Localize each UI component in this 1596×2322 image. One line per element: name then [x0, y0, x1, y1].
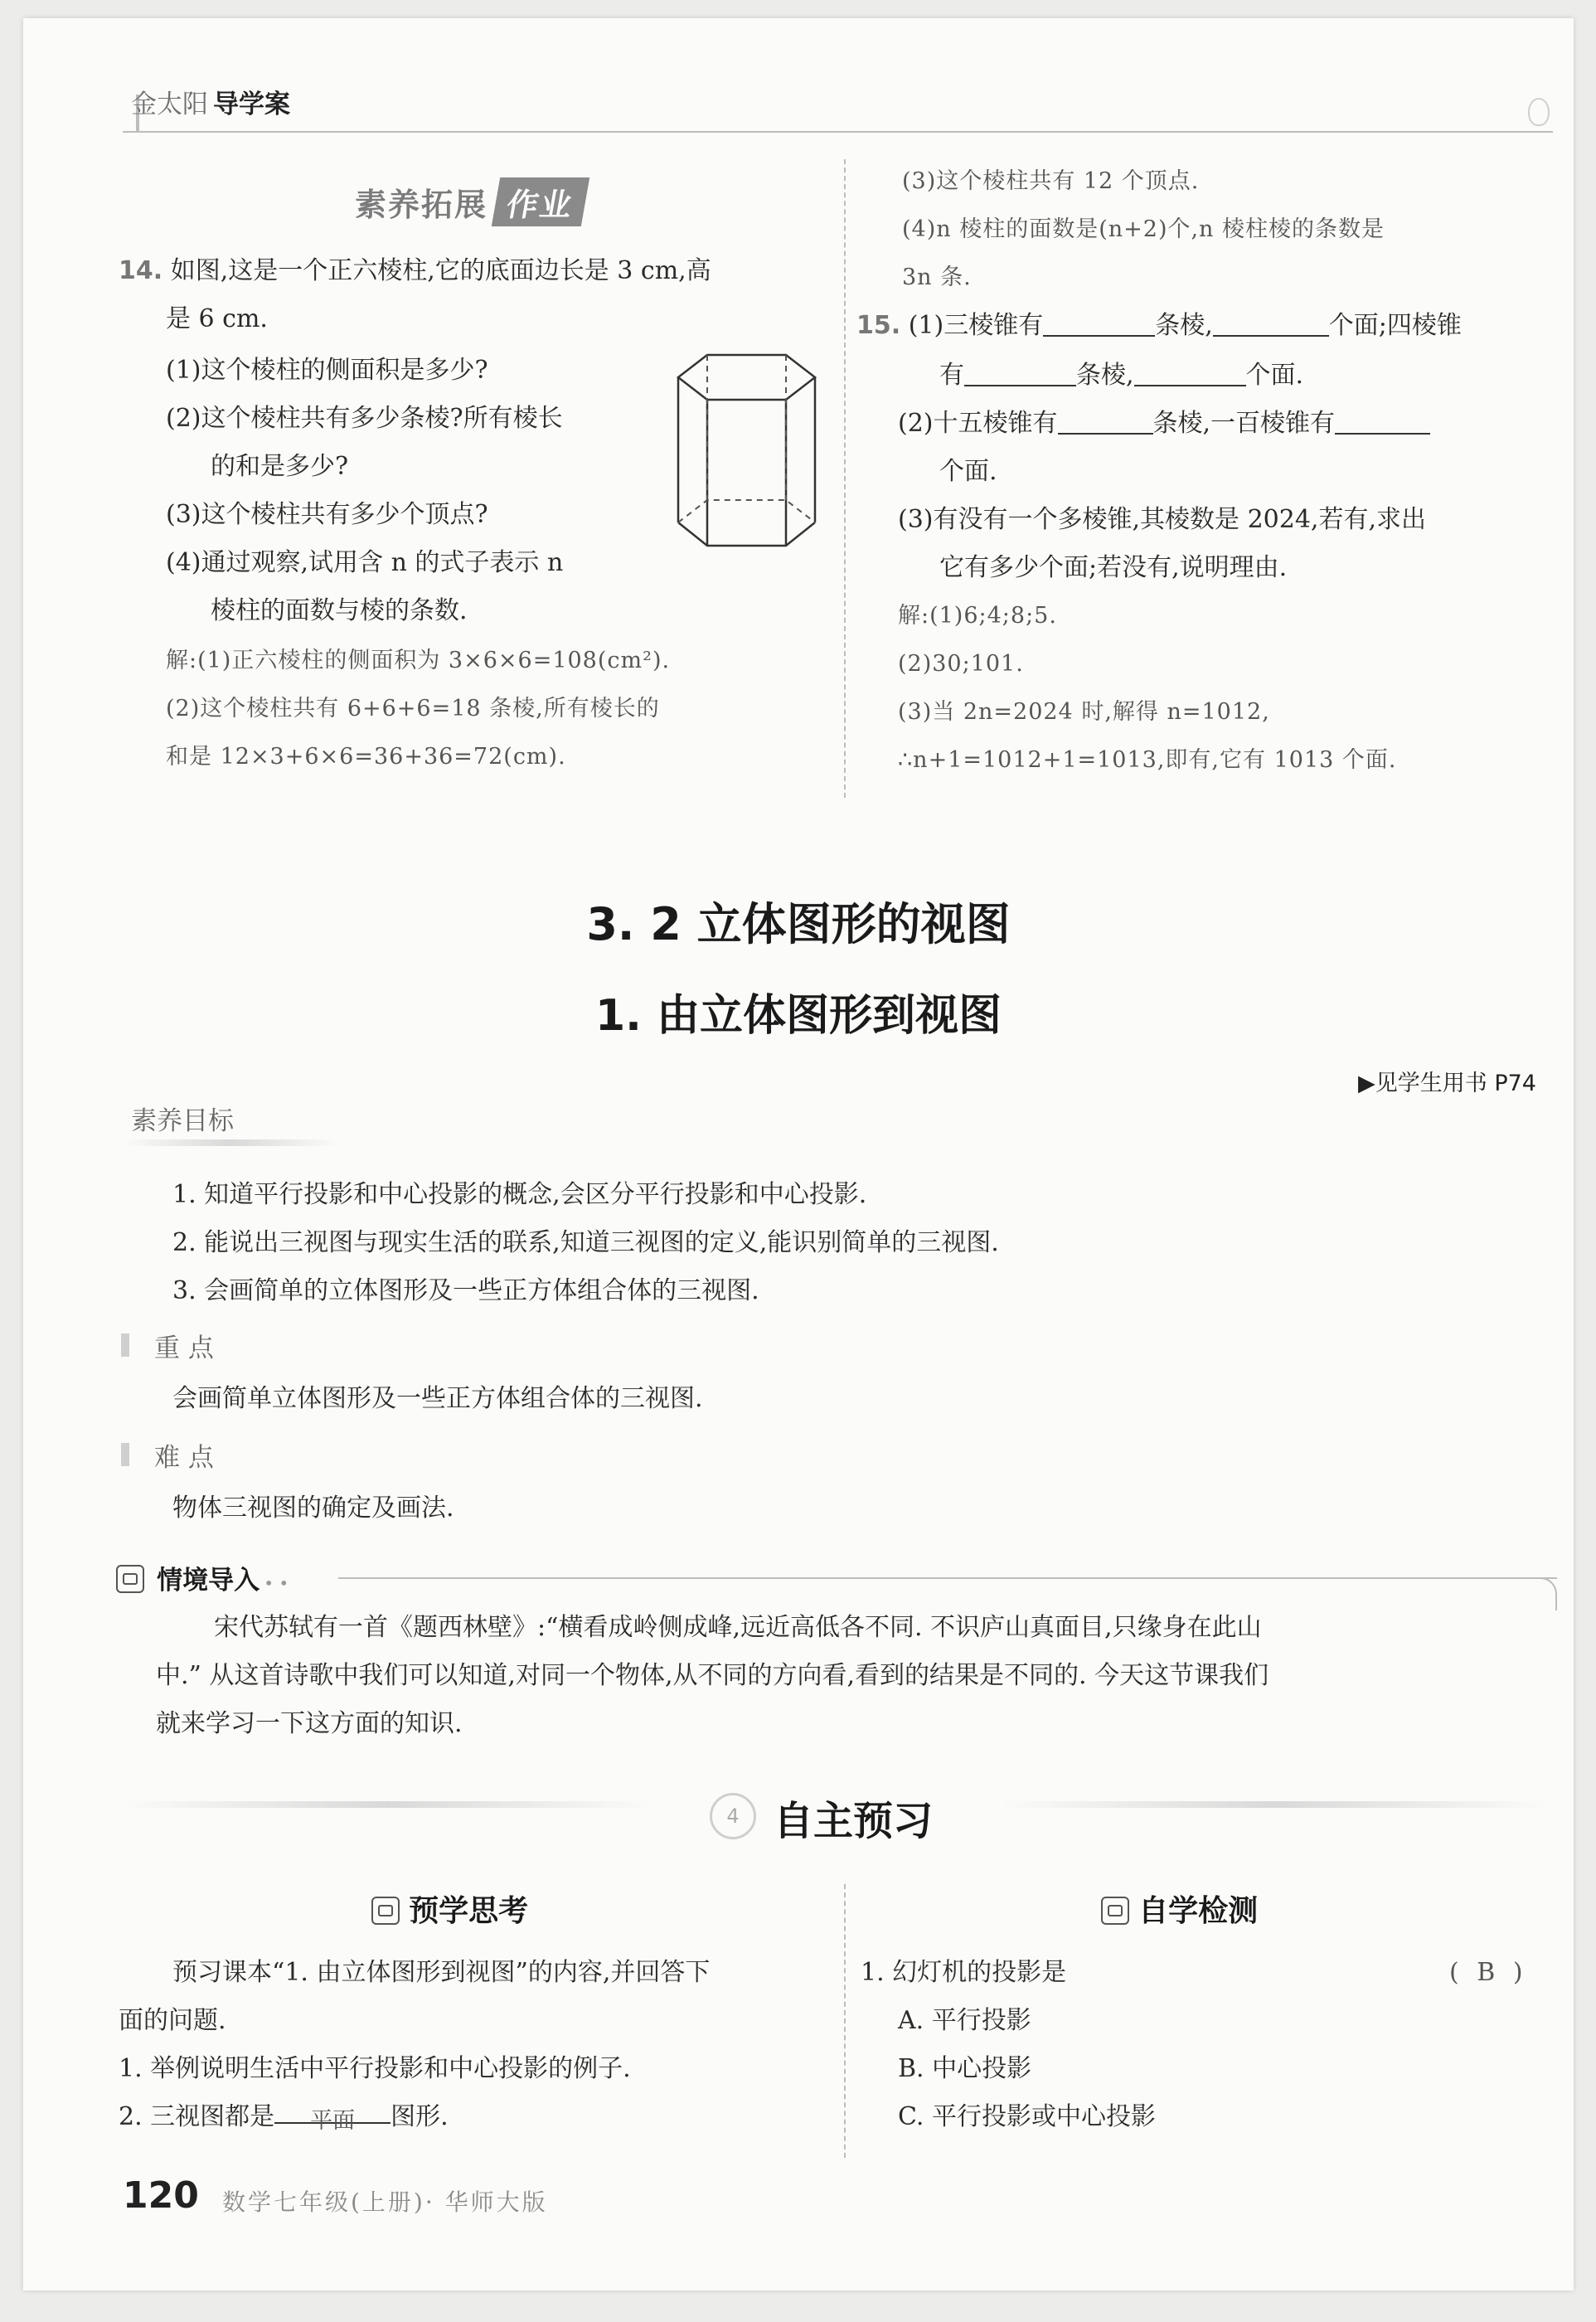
intro-label: 情境导入 — [157, 1566, 260, 1596]
blank-field[interactable] — [1043, 310, 1155, 337]
q15-part2-a: (2)十五棱锥有 — [898, 409, 1058, 438]
check-question-1-answer: ( B ) — [1449, 1958, 1528, 1987]
self-study-rule-right — [1002, 1801, 1549, 1808]
q15-part1-d: 有 — [939, 361, 964, 390]
goals-label: 素养目标 — [131, 1106, 234, 1136]
check-option-b[interactable]: B. 中心投影 — [898, 2054, 1032, 2083]
checklist-icon — [1101, 1897, 1129, 1925]
q14-stem-line1 — [119, 247, 711, 295]
section-title: 3. 2 立体图形的视图 — [586, 898, 1011, 950]
q14-part4: (4)通过观察,试用含 n 的式子表示 n — [166, 548, 564, 577]
q14-answer2-cont: 和是 12×3+6×6=36+36=72(cm). — [166, 744, 566, 770]
q14-stem-line2: 是 6 cm. — [166, 304, 268, 333]
q15-line3 — [898, 400, 1430, 448]
q14-part2-cont: 的和是多少? — [211, 452, 349, 481]
preview-question-1: 1. 举例说明生活中平行投影和中心投影的例子. — [119, 2054, 631, 2083]
check-heading-text: 自学检测 — [1138, 1894, 1259, 1928]
intro-rule — [338, 1577, 1557, 1579]
blank-field[interactable] — [1134, 360, 1246, 386]
difficulty-label: 难 点 — [154, 1443, 214, 1473]
lightbulb-icon — [1528, 98, 1550, 126]
screen-icon — [116, 1565, 144, 1593]
banner-text: 素养拓展 — [355, 187, 488, 223]
q14-answer4: (4)n 棱柱的面数是(n+2)个,n 棱柱棱的条数是 — [902, 216, 1385, 242]
q15-answer1: 解:(1)6;4;8;5. — [898, 603, 1057, 629]
difficulty-text: 物体三视图的确定及画法. — [172, 1494, 454, 1523]
q15-part2-c: 个面. — [939, 457, 997, 486]
q14-answer1: 解:(1)正六棱柱的侧面积为 3×6×6=108(cm²). — [166, 648, 671, 673]
check-heading — [1101, 1887, 1258, 1930]
self-study-divider — [844, 1884, 846, 2158]
q15-line2 — [939, 352, 1303, 400]
q14-number: 14. — [119, 256, 163, 285]
blank-field[interactable] — [1213, 310, 1329, 337]
intro-line-3: 就来学习一下这方面的知识. — [156, 1709, 463, 1738]
goals-underline — [123, 1139, 338, 1146]
intro-line-1: 宋代苏轼有一首《题西林壁》:“横看成岭侧成峰,远近高低各不同. 不识庐山真面目,只缘身在此山 — [214, 1613, 1262, 1642]
self-study-rule-left — [123, 1801, 653, 1808]
page-number: 120 — [123, 2174, 199, 2217]
preview-q2-answer[interactable]: 平面 — [274, 2097, 391, 2124]
q14-part3: (3)这个棱柱共有多少个顶点? — [166, 500, 488, 529]
q14-answer2: (2)这个棱柱共有 6+6+6=18 条棱,所有棱长的 — [166, 696, 660, 721]
section-subtitle: 1. 由立体图形到视图 — [594, 991, 1002, 1041]
goal-item-3: 3. 会画简单的立体图形及一些正方体组合体的三视图. — [172, 1276, 759, 1305]
goal-item-1: 1. 知道平行投影和中心投影的概念,会区分平行投影和中心投影. — [172, 1180, 867, 1209]
intro-heading: 情境导入 • • — [116, 1559, 289, 1596]
q15-number: 15. — [856, 311, 901, 340]
check-option-a[interactable]: A. 平行投影 — [898, 2006, 1031, 2035]
q15-line1 — [856, 302, 1462, 350]
difficulty-marker — [121, 1443, 129, 1466]
q15-answer4: ∴n+1=1012+1=1013,即有,它有 1013 个面. — [898, 747, 1397, 773]
blank-field[interactable] — [1335, 408, 1430, 435]
preview-line-2: 面的问题. — [119, 2006, 226, 2035]
q15-part1-a: (1)三棱锥有 — [908, 311, 1044, 340]
preview-heading — [371, 1887, 528, 1930]
book-title: 数学七年级(上册)· 华师大版 — [222, 2188, 548, 2216]
q14-part2: (2)这个棱柱共有多少条棱?所有棱长 — [166, 404, 563, 433]
brand-name: 金太阳 — [131, 90, 208, 119]
q15-part1-b: 条棱, — [1155, 311, 1213, 340]
student-book-reference: ▶见学生用书 P74 — [1358, 1071, 1536, 1096]
header-rule — [123, 131, 1553, 133]
goal-item-2: 2. 能说出三视图与现实生活的联系,知道三视图的定义,能识别简单的三视图. — [172, 1228, 999, 1257]
blank-field[interactable] — [1058, 408, 1153, 435]
preview-question-2 — [119, 2093, 449, 2141]
step-badge-icon: 4 — [710, 1793, 756, 1839]
q15-answer2: (2)30;101. — [898, 651, 1024, 677]
self-study-title: 自主预习 — [774, 1798, 934, 1844]
q15-part3: (3)有没有一个多棱锥,其棱数是 2024,若有,求出 — [898, 505, 1426, 534]
monitor-icon — [371, 1897, 400, 1925]
banner-tag: 作业 — [492, 177, 589, 226]
hexagonal-prism-figure — [657, 332, 836, 564]
preview-q2-end: 图形. — [391, 2102, 449, 2131]
q15-answer3: (3)当 2n=2024 时,解得 n=1012, — [898, 699, 1270, 725]
q15-part3-cont: 它有多少个面;若没有,说明理由. — [939, 553, 1288, 582]
q15-part1-f: 个面. — [1245, 361, 1304, 390]
header-brand — [131, 83, 290, 120]
key-point-text: 会画简单立体图形及一些正方体组合体的三视图. — [172, 1384, 703, 1413]
workbook-page — [23, 18, 1574, 2290]
blank-field[interactable] — [964, 360, 1076, 386]
q14-answer3: (3)这个棱柱共有 12 个顶点. — [902, 168, 1200, 194]
expansion-banner — [355, 177, 585, 226]
q14-stem: 如图,这是一个正六棱柱,它的底面边长是 3 cm,高 — [170, 256, 711, 285]
q14-part1: (1)这个棱柱的侧面积是多少? — [166, 356, 488, 385]
q14-part4-cont: 棱柱的面数与棱的条数. — [211, 596, 468, 625]
q15-part1-c: 个面;四棱锥 — [1328, 311, 1462, 340]
intro-rule-end — [1531, 1577, 1557, 1610]
check-option-c[interactable]: C. 平行投影或中心投影 — [898, 2102, 1156, 2131]
check-question-1: 1. 幻灯机的投影是 — [861, 1958, 1067, 1987]
key-point-label: 重 点 — [154, 1333, 214, 1363]
preview-q2-text: 2. 三视图都是 — [119, 2102, 275, 2131]
preview-heading-text: 预学思考 — [409, 1894, 529, 1928]
preview-line-1: 预习课本“1. 由立体图形到视图”的内容,并回答下 — [172, 1958, 711, 1987]
q15-part2-b: 条棱,一百棱锥有 — [1152, 409, 1336, 438]
q14-answer4-cont: 3n 条. — [902, 265, 972, 290]
q15-part1-e: 条棱, — [1076, 361, 1134, 390]
key-point-marker — [121, 1333, 129, 1357]
brand-product: 导学案 — [213, 90, 290, 119]
intro-line-2: 中.” 从这首诗歌中我们可以知道,对同一个物体,从不同的方向看,看到的结果是不同的. 今天这节课我们 — [156, 1661, 1269, 1690]
column-divider — [844, 159, 846, 798]
